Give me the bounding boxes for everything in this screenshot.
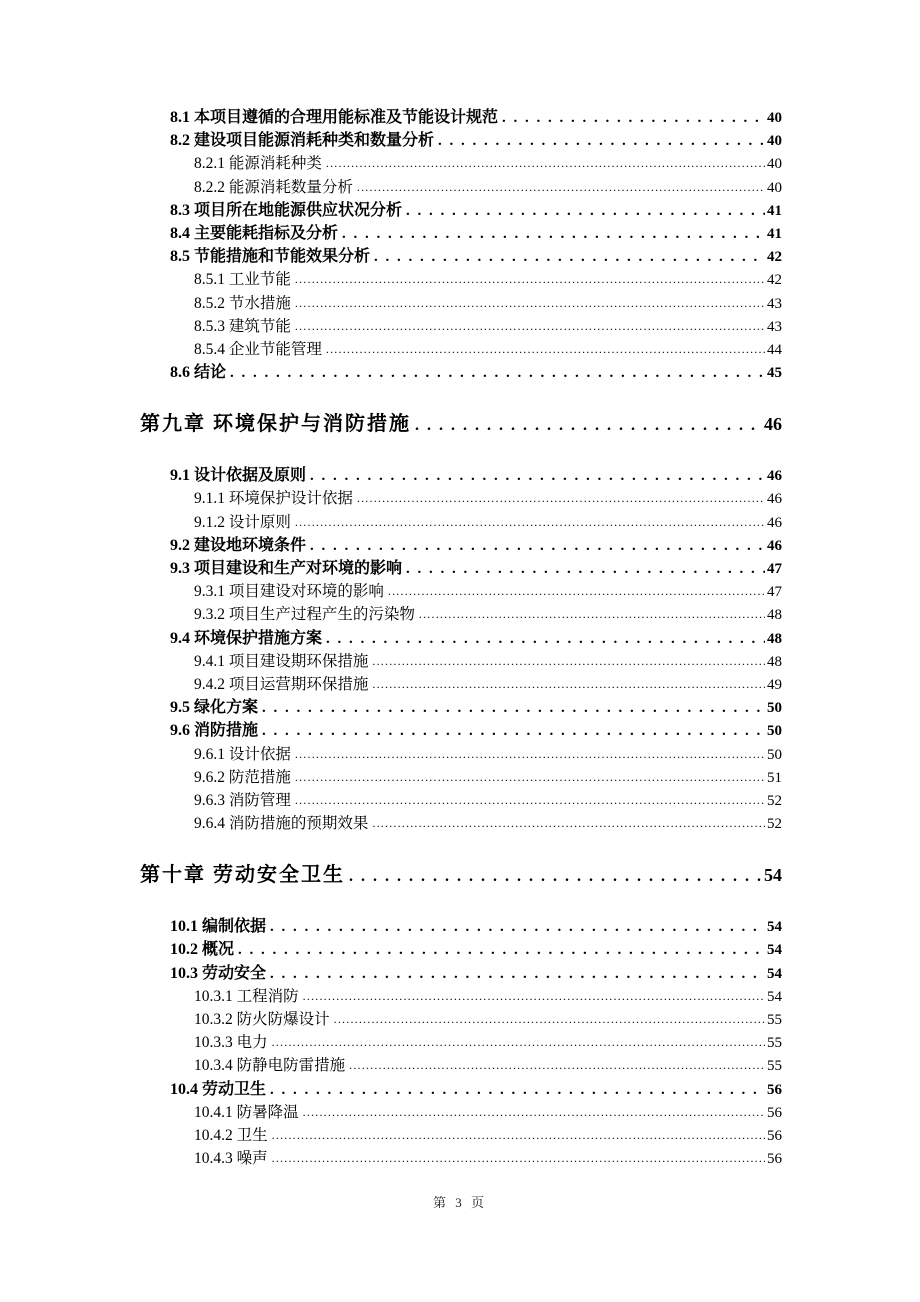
toc-entry	[140, 627, 782, 650]
toc-entry-label: 第九章 环境保护与消防措施	[140, 413, 411, 436]
toc-entry	[140, 1008, 782, 1031]
toc-entry	[140, 1147, 782, 1170]
toc-leader-dots	[295, 766, 765, 789]
toc-entry	[140, 766, 782, 789]
toc-entry	[140, 245, 782, 268]
toc-leader-dots	[270, 963, 765, 986]
toc-entry-label: 10.4.3 噪声	[194, 1150, 268, 1168]
toc-page-number: 50	[767, 723, 782, 740]
table-of-contents	[140, 106, 782, 1170]
toc-entry	[140, 1124, 782, 1147]
toc-entry	[140, 176, 782, 199]
toc-entry-label: 9.6.3 消防管理	[194, 791, 291, 809]
toc-entry-label: 9.4.2 项目运营期环保措施	[194, 675, 369, 693]
toc-page-number: 49	[767, 676, 782, 693]
toc-entry-label: 8.2 建设项目能源消耗种类和数量分析	[170, 132, 435, 150]
toc-page-number: 40	[767, 110, 782, 126]
toc-entry-label: 9.6.4 消防措施的预期效果	[194, 815, 369, 833]
toc-entry-label: 9.6 消防措施	[170, 722, 259, 740]
toc-entry-label: 9.4 环境保护措施方案	[170, 629, 323, 647]
toc-page-number: 46	[764, 414, 782, 435]
toc-page-number: 48	[767, 630, 782, 647]
toc-entry-label: 8.6 结论	[170, 364, 227, 382]
toc-entry	[140, 361, 782, 384]
toc-page-number: 56	[767, 1127, 782, 1144]
toc-leader-dots	[372, 650, 765, 673]
toc-page-number: 40	[767, 133, 782, 150]
toc-leader-dots	[372, 673, 765, 696]
toc-leader-dots	[326, 338, 765, 361]
toc-entry	[140, 1101, 782, 1124]
toc-leader-dots	[310, 535, 765, 558]
toc-entry	[140, 222, 782, 245]
toc-page-number: 50	[767, 746, 782, 763]
toc-entry-label: 9.3 项目建设和生产对环境的影响	[170, 560, 403, 577]
toc-entry-label: 8.2.2 能源消耗数量分析	[194, 178, 353, 196]
toc-page-number: 40	[767, 156, 782, 173]
toc-entry	[140, 1031, 782, 1054]
toc-entry	[140, 1078, 782, 1101]
toc-page-number: 54	[767, 942, 782, 959]
toc-entry-label: 10.3.2 防火防爆设计	[194, 1011, 330, 1028]
toc-entry	[140, 464, 782, 487]
toc-page-number: 47	[767, 584, 782, 601]
toc-page-number: 40	[767, 179, 782, 196]
toc-entry	[140, 962, 782, 985]
toc-leader-dots	[262, 720, 765, 743]
toc-page-number: 56	[767, 1151, 782, 1168]
toc-entry	[140, 673, 782, 696]
toc-entry-label: 8.5.1 工业节能	[194, 271, 291, 289]
toc-leader-dots	[502, 107, 765, 130]
toc-entry	[140, 743, 782, 766]
toc-page-number: 41	[767, 225, 782, 242]
toc-leader-dots	[272, 1124, 765, 1147]
toc-entry-label: 9.3.1 项目建设对环境的影响	[194, 583, 384, 601]
toc-page-number: 55	[767, 1058, 782, 1075]
toc-page-number: 42	[767, 249, 782, 266]
toc-entry	[140, 292, 782, 315]
toc-leader-dots	[270, 1079, 765, 1102]
toc-page-number: 44	[767, 341, 782, 358]
toc-entry-label: 9.2 建设地环境条件	[170, 536, 307, 554]
toc-page-number: 46	[767, 491, 782, 508]
toc-leader-dots	[406, 200, 765, 223]
toc-page-number: 41	[767, 202, 782, 219]
toc-entry-label: 9.6.1 设计依据	[194, 745, 291, 763]
toc-entry-label: 9.6.2 防范措施	[194, 768, 291, 786]
toc-page-number: 56	[767, 1104, 782, 1121]
toc-page-number: 46	[767, 537, 782, 554]
toc-leader-dots	[372, 812, 765, 835]
toc-leader-dots	[326, 152, 765, 175]
toc-entry-label: 8.2.1 能源消耗种类	[194, 155, 322, 173]
toc-page-number: 47	[767, 561, 782, 577]
toc-leader-dots	[388, 580, 765, 603]
toc-page-number: 42	[767, 272, 782, 289]
toc-page-number: 43	[767, 295, 782, 312]
toc-entry-label: 10.3.4 防静电防雷措施	[194, 1057, 346, 1075]
toc-leader-dots	[349, 1054, 765, 1077]
toc-leader-dots	[310, 465, 765, 488]
toc-page-number: 51	[767, 769, 782, 786]
toc-leader-dots	[334, 1008, 765, 1031]
toc-leader-dots	[272, 1031, 765, 1054]
toc-chapter-entry	[140, 860, 782, 890]
toc-entry-label: 8.3 项目所在地能源供应状况分析	[170, 201, 403, 219]
toc-entry	[140, 696, 782, 719]
toc-page-number: 54	[767, 988, 782, 1005]
toc-page-number: 54	[767, 965, 782, 982]
toc-page-number: 54	[764, 865, 782, 886]
toc-page-number: 43	[767, 318, 782, 335]
toc-leader-dots	[438, 130, 765, 153]
toc-leader-dots	[326, 628, 765, 651]
toc-entry-label: 10.2 概况	[170, 941, 235, 959]
toc-entry-label: 9.3.2 项目生产过程产生的污染物	[194, 606, 415, 624]
toc-entry-label: 10.4.2 卫生	[194, 1126, 268, 1144]
toc-entry	[140, 487, 782, 510]
toc-page-number: 56	[767, 1081, 782, 1098]
toc-leader-dots	[272, 1147, 765, 1170]
toc-entry	[140, 511, 782, 534]
toc-leader-dots	[303, 985, 765, 1008]
toc-entry-label: 10.4 劳动卫生	[170, 1080, 267, 1098]
toc-entry-label: 10.1 编制依据	[170, 918, 267, 936]
toc-page-number: 54	[767, 919, 782, 936]
toc-entry	[140, 129, 782, 152]
toc-page-number: 55	[767, 1035, 782, 1052]
toc-leader-dots	[357, 487, 765, 510]
toc-leader-dots	[342, 223, 765, 246]
toc-entry	[140, 268, 782, 291]
toc-entry-label: 8.5.3 建筑节能	[194, 317, 291, 335]
toc-entry	[140, 557, 782, 580]
toc-leader-dots	[295, 743, 765, 766]
toc-entry-label: 10.3 劳动安全	[170, 964, 267, 982]
toc-entry-label: 9.1 设计依据及原则	[170, 467, 307, 485]
toc-page-number: 48	[767, 607, 782, 624]
toc-entry	[140, 985, 782, 1008]
toc-leader-dots	[270, 916, 765, 939]
toc-entry-label: 8.4 主要能耗指标及分析	[170, 224, 339, 242]
toc-entry-label: 9.1.2 设计原则	[194, 513, 291, 531]
toc-leader-dots	[374, 246, 765, 269]
toc-page-number: 46	[767, 514, 782, 531]
toc-leader-dots	[238, 939, 765, 962]
toc-leader-dots	[419, 603, 765, 626]
toc-leader-dots	[230, 362, 765, 385]
toc-leader-dots	[295, 292, 765, 315]
toc-entry	[140, 650, 782, 673]
toc-chapter-entry	[140, 409, 782, 439]
toc-leader-dots	[406, 558, 765, 581]
toc-leader-dots	[303, 1101, 765, 1124]
toc-entry-label: 10.3.3 电力	[194, 1034, 268, 1052]
toc-page-number: 55	[767, 1012, 782, 1028]
toc-page-number: 46	[767, 468, 782, 485]
toc-entry	[140, 580, 782, 603]
toc-entry	[140, 719, 782, 742]
toc-entry	[140, 534, 782, 557]
toc-entry	[140, 152, 782, 175]
toc-entry-label: 10.3.1 工程消防	[194, 987, 299, 1005]
toc-entry	[140, 199, 782, 222]
toc-leader-dots	[295, 315, 765, 338]
toc-page-number: 52	[767, 792, 782, 809]
toc-page-number: 48	[767, 653, 782, 670]
page-footer: 第 3 页	[432, 1195, 487, 1210]
toc-leader-dots	[349, 862, 762, 892]
toc-entry-label: 8.5 节能措施和节能效果分析	[170, 248, 371, 266]
toc-page-number: 50	[767, 700, 782, 717]
toc-entry-label: 9.1.1 环境保护设计依据	[194, 490, 353, 508]
toc-entry-label: 8.5.4 企业节能管理	[194, 340, 322, 358]
toc-entry-label: 8.1 本项目遵循的合理用能标准及节能设计规范	[170, 109, 499, 126]
toc-leader-dots	[262, 697, 765, 720]
toc-entry	[140, 1054, 782, 1077]
toc-entry	[140, 315, 782, 338]
toc-entry	[140, 915, 782, 938]
toc-entry	[140, 603, 782, 626]
toc-page-number: 45	[767, 365, 782, 382]
toc-entry	[140, 338, 782, 361]
toc-page-number: 52	[767, 816, 782, 833]
toc-entry	[140, 789, 782, 812]
toc-leader-dots	[295, 268, 765, 291]
toc-leader-dots	[295, 511, 765, 534]
toc-entry	[140, 812, 782, 835]
toc-leader-dots	[295, 789, 765, 812]
toc-entry-label: 9.5 绿化方案	[170, 699, 259, 717]
toc-leader-dots	[357, 176, 765, 199]
toc-entry	[140, 938, 782, 961]
toc-entry-label: 第十章 劳动安全卫生	[140, 864, 345, 887]
toc-leader-dots	[415, 411, 762, 441]
toc-entry-label: 9.4.1 项目建设期环保措施	[194, 652, 369, 670]
toc-entry-label: 10.4.1 防暑降温	[194, 1103, 299, 1121]
toc-entry-label: 8.5.2 节水措施	[194, 294, 291, 312]
toc-entry	[140, 106, 782, 129]
